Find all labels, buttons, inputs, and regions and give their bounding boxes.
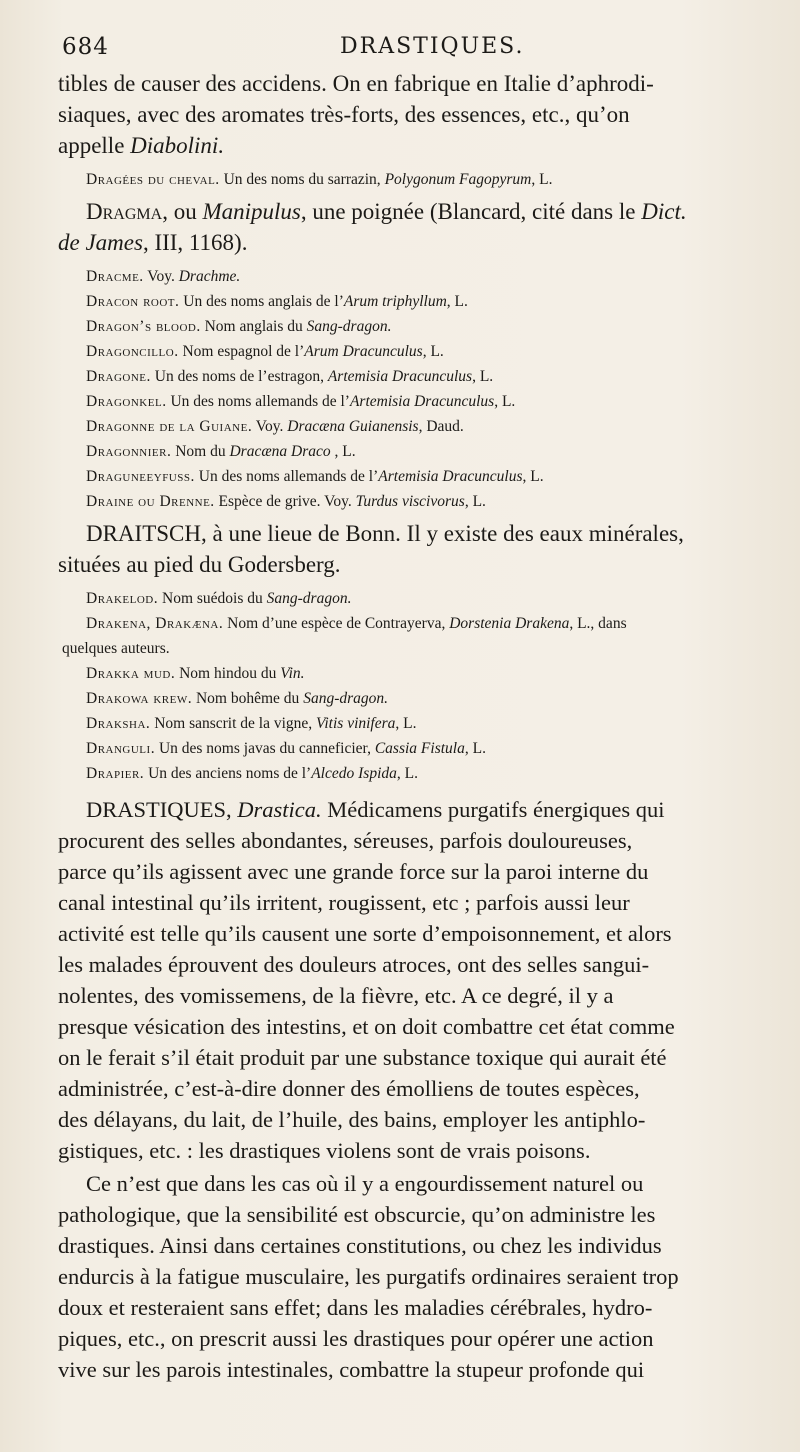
entry-dragone: Dragone. Un des noms de l’estragon, Artemisia Dracunculus, L. — [86, 368, 494, 385]
entry-drapier: Drapier. Un des anciens noms de l’Alcedo Ispida, L. — [86, 765, 418, 782]
page-number: 684 — [62, 34, 109, 60]
entry-dracme: Dracme. Voy. Drachme. — [86, 268, 241, 285]
entry-dragees: Dragées du cheval. Un des noms du sarrazin, Polygonum Fagopyrum, L. — [86, 171, 553, 188]
entry-drakena-continued: quelques auteurs. — [62, 640, 170, 657]
entry-draitsch: DRAITSCH, à une lieue de Bonn. Il y existe des eaux minérales, situées au pied du Godersberg. — [58, 521, 684, 577]
entry-drakowa-krew: Drakowa krew. Nom bohême du Sang-dragon. — [86, 690, 389, 707]
entry-dranguli: Dranguli. Un des noms javas du canneficier, Cassia Fistula, L. — [86, 740, 486, 757]
entry-drakena: Drakena, Drakæna. Nom d’une espèce de Contrayerva, Dorstenia Drakena, L., dans — [86, 615, 627, 632]
entry-dracon-root: Dracon root. Un des noms anglais de l’Arum triphyllum, L. — [86, 293, 468, 310]
entry-drastiques: DRASTIQUES, Drastica. Médicamens purgatifs énergiques qui procurent des selles abondantes, séreuses, parfois douloureuses, parce qu’ils agissent avec une grande force sur la paroi interne du canal intestinal qu’ils irritent, rougissent, etc ; parfois aussi leur activité est telle qu’ils causent une sorte d’empoisonnement, et alors les malades éprouvent des douleurs atroces, ont des selles sangui- nolentes, des vomissemens, de la fièvre, etc. A ce degré, il y a presque vésication des intestins, et on doit combattre cet état comme on le ferait s’il était produit par une substance toxique qui aurait été administrée, c’est-à-dire donner des émolliens de toutes espèces, des délayans, du lait, de l’huile, des bains, employer les antiphlo- gistiques, etc. : les drastiques violens sont de vrais poisons. — [58, 797, 675, 1163]
running-title: DRASTIQUES. — [340, 34, 525, 59]
entry-dragonkel: Dragonkel. Un des noms allemands de l’Artemisia Dracunculus, L. — [86, 393, 516, 410]
entry-draine: Draine ou Drenne. Espèce de grive. Voy. Turdus viscivorus, L. — [86, 493, 486, 510]
entry-drakka-mud: Drakka mud. Nom hindou du Vin. — [86, 665, 305, 682]
entry-drakelod: Drakelod. Nom suédois du Sang-dragon. — [86, 590, 352, 607]
entry-dragoncillo: Dragoncillo. Nom espagnol de l’Arum Dracunculus, L. — [86, 343, 444, 360]
continued-paragraph: tibles de causer des accidens. On en fabrique en Italie d’aphrodi- siaques, avec des aromates très-forts, des essences, etc., qu’on appelle Diabolini. — [58, 71, 654, 158]
page-body — [58, 68, 782, 1385]
entry-dragma: Dragma, ou Manipulus, une poignée (Blancard, cité dans le Dict. de James, III, 1168). — [58, 199, 687, 255]
entry-dragons-blood: Dragon’s blood. Nom anglais du Sang-dragon. — [86, 318, 392, 335]
page-header — [58, 28, 782, 68]
entry-draksha: Draksha. Nom sanscrit de la vigne, Vitis vinifera, L. — [86, 715, 417, 732]
drastiques-paragraph-2: Ce n’est que dans les cas où il y a engourdissement naturel ou pathologique, que la sensibilité est obscurcie, qu’on administre les drastiques. Ainsi dans certaines constitutions, ou chez les individus endurcis à la fatigue musculaire, les purgatifs ordinaires seraient trop doux et resteraient sans effet; dans les maladies cérébrales, hydro- piques, etc., on prescrit aussi les drastiques pour opérer une action vive sur les parois intestinales, combattre la stupeur profonde qui — [58, 1171, 679, 1382]
entry-dragonne: Dragonne de la Guiane. Voy. Dracæna Guianensis, Daud. — [86, 418, 464, 435]
entry-dragonnier: Dragonnier. Nom du Dracæna Draco , L. — [86, 443, 356, 460]
entry-draguneeyfuss: Draguneeyfuss. Un des noms allemands de l’Artemisia Dracunculus, L. — [86, 468, 544, 485]
